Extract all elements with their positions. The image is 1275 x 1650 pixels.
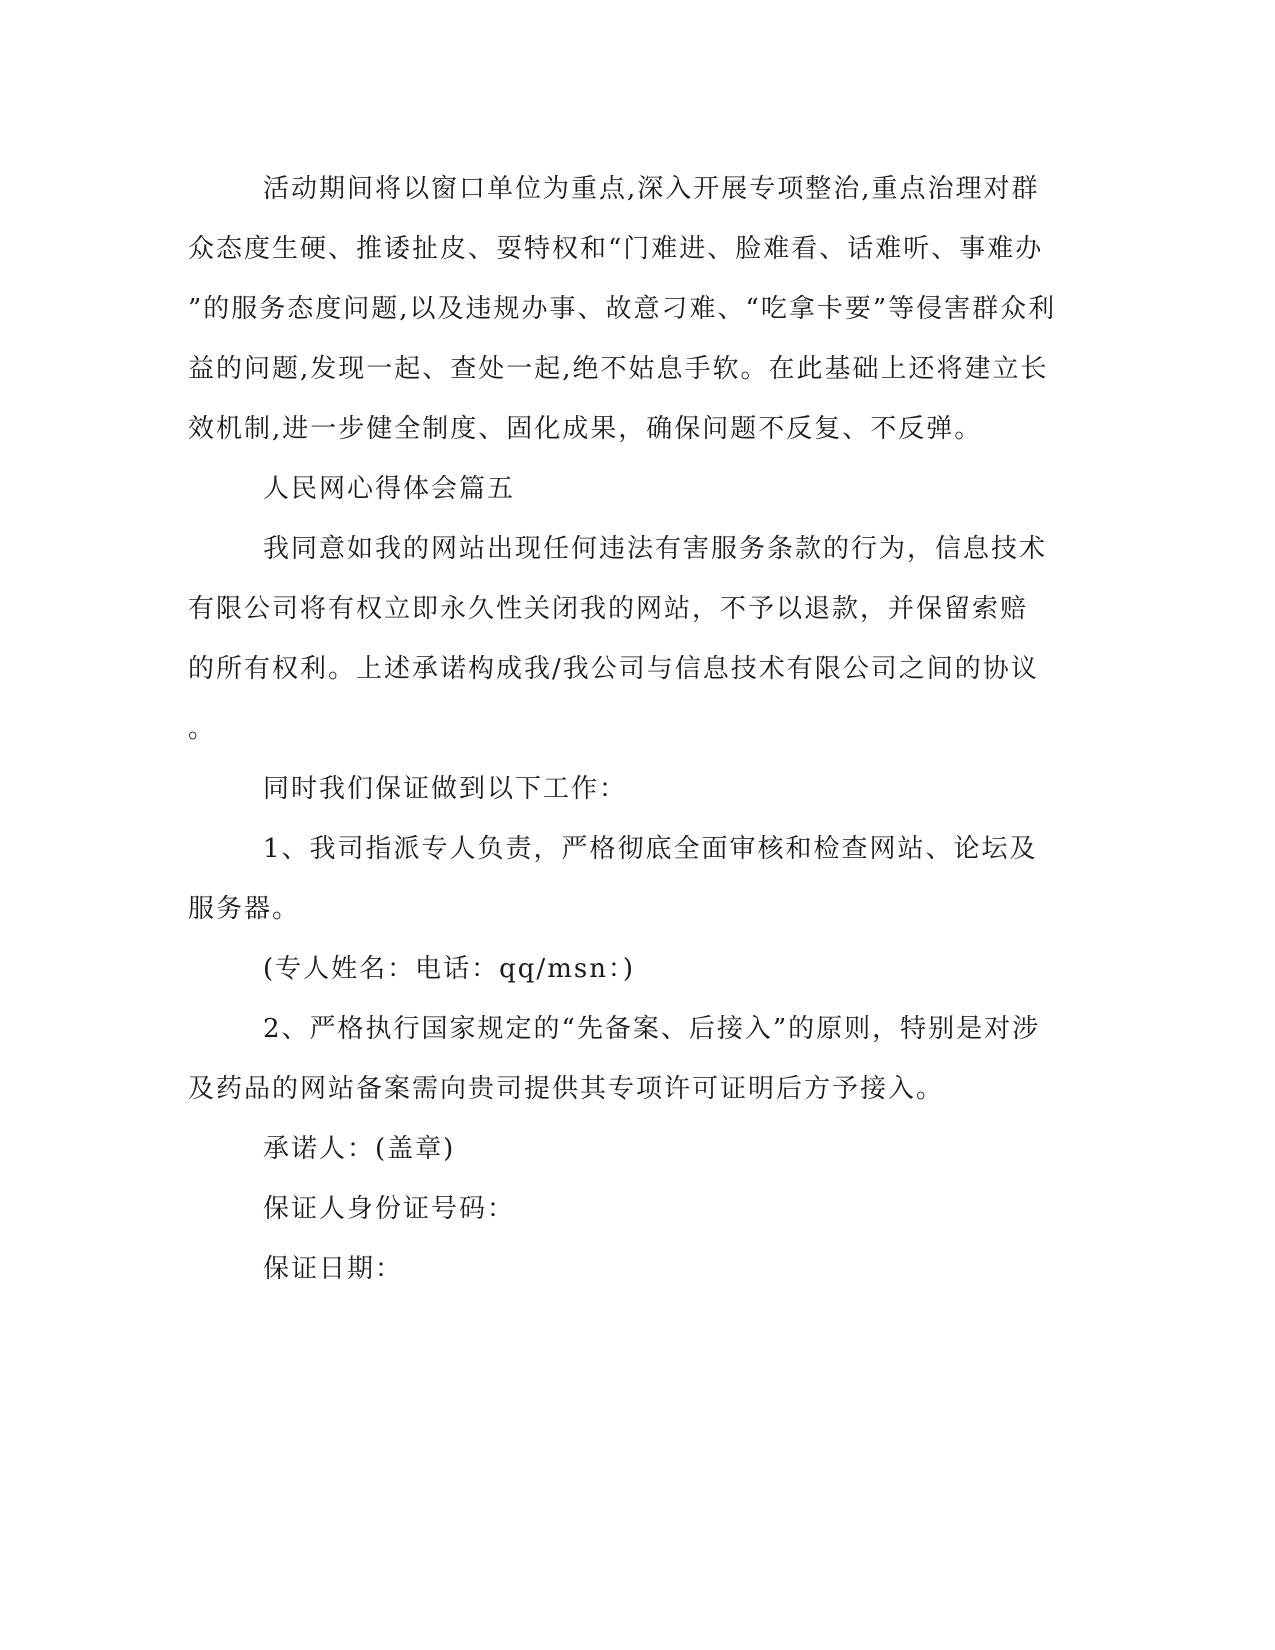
paragraph-line: 活动期间将以窗口单位为重点,深入开展专项整治,重点治理对群 <box>263 174 1040 204</box>
section-heading: 人民网心得体会篇五 <box>263 474 516 504</box>
paragraph-line: 。 <box>188 714 217 744</box>
paragraph-line: 益的问题,发现一起、查处一起,绝不姑息手软。在此基础上还将建立长 <box>188 354 1049 384</box>
list-item-line: 1、我司指派专人负责，严格彻底全面审核和检查网站、论坛及 <box>263 834 1038 864</box>
paragraph-line: 同时我们保证做到以下工作： <box>263 774 628 804</box>
signature-line: 承诺人：(盖章) <box>263 1134 456 1164</box>
list-item-line: 及药品的网站备案需向贵司提供其专项许可证明后方予接入。 <box>188 1074 945 1104</box>
paragraph-line: 效机制,进一步健全制度、固化成果，确保问题不反复、不反弹。 <box>188 414 983 444</box>
paragraph-line: 有限公司将有权立即永久性关闭我的网站，不予以退款，并保留索赔 <box>188 594 1029 624</box>
date-line: 保证日期： <box>263 1254 404 1284</box>
paragraph-line: 众态度生硬、推诿扯皮、耍特权和“门难进、脸难看、话难听、事难办 <box>188 234 1044 264</box>
id-number-line: 保证人身份证号码： <box>263 1194 516 1224</box>
paragraph-line: ”的服务态度问题,以及违规办事、故意刁难、“吃拿卡要”等侵害群众利 <box>188 294 1057 324</box>
contact-line: (专人姓名：电话：qq/msn：) <box>263 954 636 984</box>
paragraph-line: 我同意如我的网站出现任何违法有害服务条款的行为，信息技术 <box>263 534 1048 564</box>
paragraph-line: 的所有权利。上述承诺构成我/我公司与信息技术有限公司之间的协议 <box>188 654 1039 684</box>
list-item-line: 服务器。 <box>188 894 301 924</box>
list-item-line: 2、严格执行国家规定的“先备案、后接入”的原则，特别是对涉 <box>263 1014 1041 1044</box>
